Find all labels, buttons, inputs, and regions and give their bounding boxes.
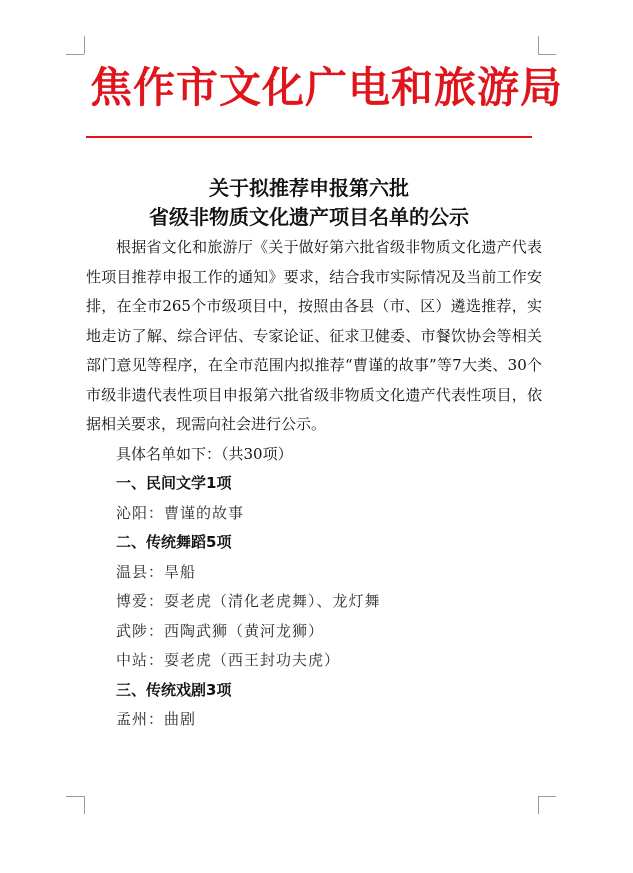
list-item: 武陟：西陶武狮（黄河龙狮） [116, 621, 325, 640]
list-item: 中站：耍老虎（西王封功夫虎） [116, 651, 341, 669]
section-heading-traditional-drama: 三、传统戏剧3项 [116, 680, 232, 699]
list-item: 沁阳：曹谨的故事 [116, 503, 245, 522]
list-item: 博爱：耍老虎（清化老虎舞）、龙灯舞 [116, 592, 381, 610]
section-heading-folk-literature: 一、民间文学1项 [116, 474, 232, 492]
header-red-rule [86, 136, 532, 138]
list-item: 孟州：曲剧 [116, 710, 197, 728]
intro-paragraph: 根据省文化和旅游厅《关于做好第六批省级非物质文化遗产代表性项目推荐申报工作的通知》要求，结合我市实际情况及当前工作安排，在全市265个市级项目中，按照由各县（市、区）遴选推荐，实地走访了解、综合评估、专家论证、征求卫健委、市餐饮协会等相关部门意见等程序，在全市范围内拟推荐“曹谨的故事”等7大类、30个市级非遗代表性项目申报第六批省级非物质文化遗产代表性项目，依据相关要求，现需向社会进行公示。 [86, 238, 542, 433]
list-item: 温县：旱船 [116, 562, 197, 581]
document-title-line-1: 关于拟推荐申报第六批 [209, 176, 409, 200]
document-body [86, 233, 542, 735]
section-heading-traditional-dance: 二、传统舞蹈5项 [116, 533, 232, 551]
document-title-line-2: 省级非物质文化遗产项目名单的公示 [149, 205, 469, 229]
list-intro: 具体名单如下：（共30项） [116, 444, 293, 463]
issuing-organization-header: 焦作市文化广电和旅游局 [90, 63, 564, 112]
